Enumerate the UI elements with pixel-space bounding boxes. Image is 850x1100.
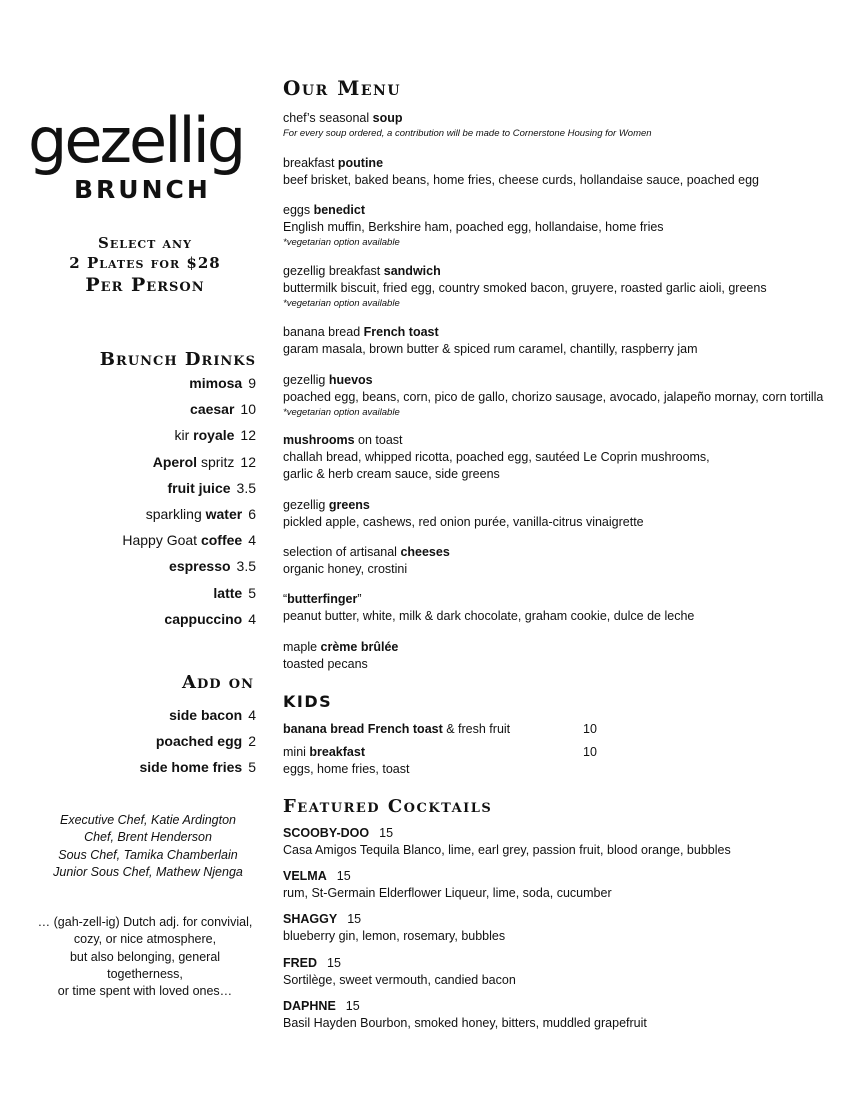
cocktail-name-line [283, 868, 843, 885]
left-column [0, 0, 270, 1100]
definition-line: togetherness, [107, 966, 183, 981]
menu-item [283, 639, 843, 673]
item-name-pre: banana bread [283, 325, 364, 339]
item-name-bold: huevos [328, 373, 373, 387]
menu-item [283, 432, 843, 483]
item-desc: organic honey, crostini [283, 562, 408, 576]
menu-item [283, 155, 843, 189]
drink-price: 9 [248, 375, 256, 391]
kids-item [283, 721, 843, 738]
item-name [283, 155, 843, 172]
menu-item [283, 544, 843, 578]
cocktail-desc: Sortilège, sweet vermouth, candied bacon [283, 973, 516, 987]
drink-price: 3.5 [236, 479, 256, 496]
drink-name: fruit juice [167, 479, 231, 496]
menu-item [283, 202, 843, 249]
item-name-bold: sandwich [383, 264, 441, 278]
cocktail-name: FRED [283, 956, 318, 970]
menu-item [283, 263, 843, 310]
drink-name: caesar [190, 401, 235, 418]
cocktail-price: 15 [379, 826, 394, 840]
drink-item [122, 372, 256, 398]
drink-name-post: spritz [197, 453, 235, 470]
addon-name: poached egg [155, 733, 243, 750]
item-name-bold: soup [372, 111, 403, 125]
drinks-list [122, 372, 256, 634]
staff-line: Sous Chef, Tamika Chamberlain [58, 847, 238, 862]
cocktail-desc: blueberry gin, lemon, rosemary, bubbles [283, 929, 506, 943]
subtitle: BRUNCH [74, 175, 211, 204]
cocktail-name: SHAGGY [283, 912, 338, 926]
item-name-bold: greens [328, 498, 370, 512]
menu-item [283, 372, 843, 419]
cocktail-price: 15 [336, 869, 351, 883]
item-name-pre: eggs [283, 203, 314, 217]
item-name-post: ” [357, 592, 362, 606]
drink-item [122, 582, 256, 608]
drink-item [122, 503, 256, 529]
addon-name: side bacon [169, 707, 243, 723]
item-desc: poached egg, beans, corn, pico de gallo, chorizo sausage, avocado, jalapeño mornay, corn tortilla [283, 390, 824, 404]
cocktail-item [283, 868, 843, 902]
kids-price: 10 [583, 745, 597, 759]
item-desc: garam masala, brown butter & spiced rum caramel, chantilly, raspberry jam [283, 342, 698, 356]
addon-title: Add on [182, 672, 254, 693]
drink-item [122, 477, 256, 503]
cocktails-title: Featured Cocktails [283, 796, 493, 817]
item-name [283, 372, 843, 389]
drink-price: 4 [248, 610, 256, 627]
item-note: *vegetarian option available [283, 407, 400, 418]
item-name [283, 544, 843, 561]
item-name [283, 324, 843, 341]
staff-list [18, 812, 278, 881]
item-note: *vegetarian option available [283, 298, 400, 309]
item-name [283, 744, 843, 761]
kids-desc: eggs, home fries, toast [283, 762, 410, 776]
drink-name: water [205, 505, 243, 522]
item-desc: toasted pecans [283, 657, 368, 671]
cocktail-item [283, 955, 843, 989]
item-name [283, 721, 843, 738]
item-name-pre: selection of artisanal [283, 545, 401, 559]
item-name-pre: breakfast [283, 156, 338, 170]
definition-line: but also belonging, general [69, 949, 221, 964]
menu-item [283, 497, 843, 531]
kids-title: KIDS [283, 692, 333, 711]
cocktail-price: 15 [347, 912, 362, 926]
promo-line-2: 2 Plates for $28 [69, 254, 221, 272]
item-desc: buttermilk biscuit, fried egg, country smoked bacon, gruyere, roasted garlic aioli, greens [283, 281, 767, 295]
addon-name: side home fries [139, 759, 243, 776]
item-name-bold: crème brûlée [320, 640, 399, 654]
definition-line: … (gah-zell-ig) Dutch adj. for convivial, [37, 915, 253, 929]
cocktail-name: DAPHNE [283, 999, 336, 1013]
drink-item [122, 555, 256, 581]
item-name-pre: gezellig breakfast [283, 264, 384, 278]
drink-item [122, 608, 256, 634]
item-name [283, 639, 843, 656]
item-name-pre: gezellig [283, 498, 329, 512]
drink-name: espresso [169, 558, 231, 575]
logo: gezellig [28, 104, 244, 177]
drink-name-pre: Happy Goat [122, 532, 201, 549]
drink-item [122, 424, 256, 450]
drink-price: 4 [248, 532, 256, 549]
item-name-bold: butterfinger [287, 592, 358, 606]
drink-price: 5 [248, 584, 256, 601]
item-name-bold: French toast [363, 325, 439, 339]
item-name [283, 263, 843, 280]
addon-item [140, 704, 257, 730]
item-name-post: & fresh fruit [442, 722, 511, 736]
item-name-bold: mushrooms [283, 433, 355, 447]
item-name [283, 202, 843, 219]
item-name-bold: benedict [313, 203, 365, 217]
menu-item [283, 110, 843, 140]
drink-name: royale [193, 427, 235, 444]
cocktail-price: 15 [345, 999, 360, 1013]
item-desc: peanut butter, white, milk & dark chocolate, graham cookie, dulce de leche [283, 609, 695, 623]
cocktail-item [283, 998, 843, 1032]
cocktail-desc: Casa Amigos Tequila Blanco, lime, earl grey, passion fruit, blood orange, bubbles [283, 843, 731, 857]
kids-price: 10 [583, 722, 597, 736]
addon-item [140, 730, 257, 756]
cocktail-name-line [283, 825, 843, 842]
definition-line: cozy, or nice atmosphere, [73, 932, 217, 947]
definition-line: or time spent with loved ones… [57, 984, 233, 999]
menu-item [283, 591, 843, 625]
item-name-pre: gezellig [283, 373, 329, 387]
item-name-bold: banana bread French toast [283, 722, 443, 736]
staff-line: Junior Sous Chef, Mathew Njenga [53, 864, 243, 879]
item-name [283, 432, 843, 449]
cocktail-desc: rum, St-Germain Elderflower Liqueur, lime, soda, cucumber [283, 886, 612, 900]
drink-item [122, 398, 256, 424]
item-name [283, 497, 843, 514]
addon-price: 4 [248, 707, 256, 723]
cocktail-name-line [283, 911, 843, 928]
cocktail-item [283, 911, 843, 945]
kids-item [283, 744, 843, 778]
drink-name: latte [213, 584, 243, 601]
item-name-bold: poutine [337, 156, 384, 170]
drink-name: cappuccino [164, 610, 243, 627]
item-name-pre: “ [283, 592, 288, 606]
drink-item [122, 529, 256, 555]
item-note: *vegetarian option available [283, 237, 400, 248]
menu-title: Our Menu [283, 76, 402, 100]
item-desc: beef brisket, baked beans, home fries, cheese curds, hollandaise sauce, poached egg [283, 173, 760, 187]
cocktail-name-line [283, 955, 843, 972]
drink-price: 10 [240, 401, 256, 418]
drink-price: 3.5 [236, 558, 256, 575]
addon-price: 5 [248, 759, 256, 776]
cocktail-name-line [283, 998, 843, 1015]
drink-name: coffee [200, 532, 243, 549]
item-desc: pickled apple, cashews, red onion purée, vanilla-citrus vinaigrette [283, 515, 644, 529]
definition [10, 914, 280, 1000]
drinks-title: Brunch Drinks [99, 349, 256, 370]
addon-price: 2 [248, 733, 256, 750]
item-note: For every soup ordered, a contribution will be made to Cornerstone Housing for Women [283, 128, 652, 139]
item-desc: English muffin, Berkshire ham, poached egg, hollandaise, home fries [283, 220, 664, 234]
drink-name-pre: sparkling [145, 505, 206, 522]
drink-name: Aperol [152, 453, 198, 470]
promo [0, 233, 290, 297]
menu-item [283, 324, 843, 358]
cocktail-price: 15 [327, 956, 341, 970]
staff-line: Chef, Brent Henderson [84, 830, 212, 845]
addon-list [140, 704, 257, 783]
cocktail-desc: Basil Hayden Bourbon, smoked honey, bitters, muddled grapefruit [283, 1016, 647, 1030]
item-desc: garlic & herb cream sauce, side greens [283, 467, 500, 481]
staff-line: Executive Chef, Katie Ardington [59, 813, 237, 827]
addon-item [140, 756, 257, 782]
cocktail-name: SCOOBY-DOO [283, 826, 370, 840]
promo-line-1: Select any [98, 234, 192, 252]
promo-line-3: Per Person [85, 274, 205, 296]
item-name-post: on toast [354, 433, 403, 447]
item-name-bold: breakfast [309, 745, 365, 759]
item-name-pre: chef’s seasonal [283, 111, 373, 125]
drink-price: 6 [248, 505, 256, 522]
cocktail-name: VELMA [283, 869, 327, 883]
item-desc: challah bread, whipped ricotta, poached egg, sautéed Le Coprin mushrooms, [283, 450, 710, 464]
item-name [283, 110, 843, 127]
drink-price: 12 [240, 453, 256, 470]
drink-name-pre: kir [174, 427, 194, 444]
item-name-pre: maple [283, 640, 321, 654]
item-name [283, 591, 843, 608]
drink-name: mimosa [189, 375, 243, 391]
item-name-pre: mini [283, 745, 310, 759]
drink-price: 12 [240, 427, 256, 444]
item-name-bold: cheeses [400, 545, 450, 559]
drink-item [122, 451, 256, 477]
cocktail-item [283, 825, 843, 859]
